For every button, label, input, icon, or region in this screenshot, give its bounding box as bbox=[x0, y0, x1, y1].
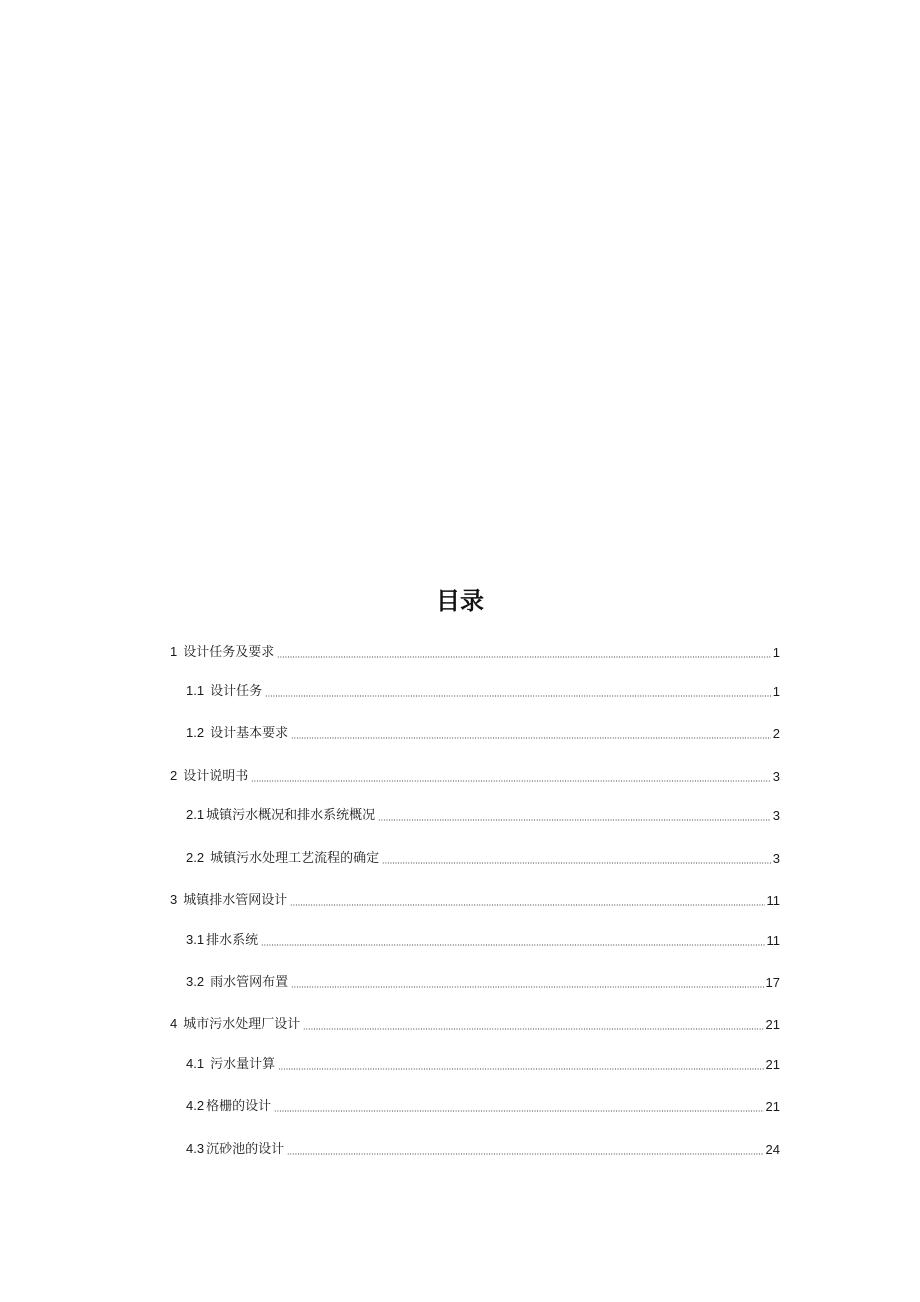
toc-entry[interactable] bbox=[186, 1098, 780, 1116]
toc-entry[interactable] bbox=[170, 768, 780, 786]
toc-entry-page: 11 bbox=[766, 933, 780, 948]
toc-entry-label bbox=[170, 891, 287, 910]
toc-leader-dots bbox=[287, 1152, 763, 1156]
toc-entry[interactable] bbox=[186, 725, 780, 743]
toc-entry-number: 1.2 bbox=[186, 725, 205, 740]
toc-entry-text: 城市污水处理厂设计 bbox=[183, 1017, 301, 1032]
toc-entry-label bbox=[186, 1097, 271, 1116]
toc-entry-number: 4.2 bbox=[186, 1098, 205, 1113]
toc-entry-page: 3 bbox=[772, 851, 780, 866]
toc-entry-page: 21 bbox=[765, 1099, 780, 1114]
toc-entry-number: 2 bbox=[170, 768, 178, 783]
toc-entry-text: 城镇污水处理工艺流程的确定 bbox=[210, 851, 380, 866]
toc-leader-dots bbox=[291, 736, 771, 740]
toc-entry-label bbox=[186, 1055, 275, 1074]
toc-entry[interactable] bbox=[186, 807, 780, 825]
toc-entry-text: 沉砂池的设计 bbox=[206, 1142, 285, 1157]
toc-entry-page: 3 bbox=[772, 808, 780, 823]
toc-entry-label bbox=[186, 682, 262, 701]
toc-entry-label bbox=[186, 806, 375, 825]
toc-entry-page: 1 bbox=[772, 684, 780, 699]
toc-entry-page: 21 bbox=[765, 1057, 780, 1072]
toc-entry-page: 3 bbox=[772, 769, 780, 784]
toc-entry-number: 4.3 bbox=[186, 1141, 205, 1156]
toc-entry-text: 设计说明书 bbox=[183, 769, 249, 784]
toc-entry-label bbox=[170, 643, 274, 662]
toc-leader-dots bbox=[291, 985, 763, 989]
toc-entry-number: 1 bbox=[170, 644, 178, 659]
toc-leader-dots bbox=[290, 903, 764, 907]
toc-entry-number: 2.1 bbox=[186, 807, 205, 822]
toc-entry[interactable] bbox=[186, 683, 780, 701]
toc-entry-label bbox=[186, 973, 288, 992]
toc-entry-page: 1 bbox=[772, 645, 780, 660]
toc-entry-number: 4.1 bbox=[186, 1056, 205, 1071]
toc-entry[interactable] bbox=[186, 974, 780, 992]
toc-entry-text: 雨水管网布置 bbox=[210, 975, 289, 990]
toc-entry-page: 2 bbox=[772, 726, 780, 741]
toc-entry[interactable] bbox=[170, 1016, 780, 1034]
toc-entry-page: 24 bbox=[765, 1142, 780, 1157]
toc-leader-dots bbox=[382, 861, 771, 865]
toc-entry-number: 3 bbox=[170, 892, 178, 907]
toc-entry-page: 17 bbox=[765, 975, 780, 990]
toc-entry-number: 4 bbox=[170, 1016, 178, 1031]
toc-entry[interactable] bbox=[170, 644, 780, 662]
toc-entry-text: 设计基本要求 bbox=[210, 726, 289, 741]
toc-entry-label bbox=[170, 1015, 300, 1034]
toc-entry[interactable] bbox=[186, 1141, 780, 1159]
toc-leader-dots bbox=[278, 1067, 763, 1071]
toc-leader-dots bbox=[277, 655, 771, 659]
toc-entry-text: 城镇排水管网设计 bbox=[183, 893, 288, 908]
toc-entry-number: 3.1 bbox=[186, 932, 205, 947]
toc-entry-label bbox=[186, 849, 379, 868]
toc-leader-dots bbox=[378, 818, 771, 822]
toc-leader-dots bbox=[303, 1027, 763, 1031]
toc-entry-text: 城镇污水概况和排水系统概况 bbox=[206, 808, 376, 823]
toc-entry[interactable] bbox=[186, 1056, 780, 1074]
toc-entry-text: 设计任务及要求 bbox=[183, 645, 275, 660]
toc-entry[interactable] bbox=[186, 932, 780, 950]
toc-entry-page: 11 bbox=[766, 893, 780, 908]
toc-entry-text: 设计任务 bbox=[210, 684, 263, 699]
toc-entry-number: 2.2 bbox=[186, 850, 205, 865]
toc-entry-text: 格栅的设计 bbox=[206, 1099, 272, 1114]
toc-entry-number: 1.1 bbox=[186, 683, 205, 698]
toc-entry-number: 3.2 bbox=[186, 974, 205, 989]
toc-entry-page: 21 bbox=[765, 1017, 780, 1032]
toc-entry-text: 污水量计算 bbox=[210, 1057, 276, 1072]
toc-entry[interactable] bbox=[186, 850, 780, 868]
toc-leader-dots bbox=[251, 779, 771, 783]
toc-leader-dots bbox=[274, 1109, 763, 1113]
toc-title: 目录 bbox=[436, 587, 484, 616]
toc-entry-text: 排水系统 bbox=[206, 933, 259, 948]
toc-leader-dots bbox=[261, 943, 764, 947]
toc-entry-label bbox=[170, 767, 248, 786]
toc-entry-label bbox=[186, 931, 258, 950]
toc-entry-label bbox=[186, 724, 288, 743]
toc-entry[interactable] bbox=[170, 892, 780, 910]
toc-entry-label bbox=[186, 1140, 284, 1159]
toc-leader-dots bbox=[265, 694, 771, 698]
